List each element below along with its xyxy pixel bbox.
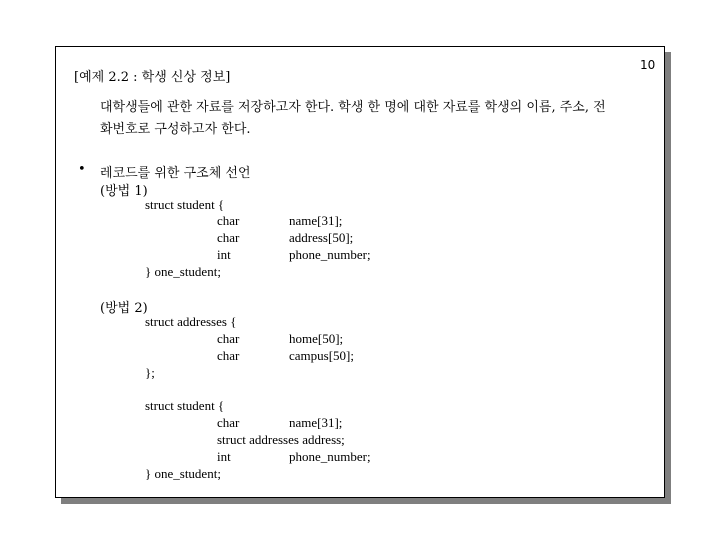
method2-field-name: name[31];	[289, 415, 343, 430]
page-number: 10	[640, 58, 656, 72]
method1-field-type: int	[217, 247, 231, 262]
method1-struct-footer: } one_student;	[145, 264, 221, 279]
method2-field-name: campus[50];	[289, 348, 354, 363]
method2-field-type: int	[217, 449, 231, 464]
method1-label: (방법 1)	[100, 184, 148, 199]
method2-struct2-footer: } one_student;	[145, 466, 221, 481]
method2-field-struct: struct addresses address;	[217, 432, 345, 447]
method1-field-name: phone_number;	[289, 247, 371, 262]
example-title: [예제 2.2 : 학생 신상 정보]	[74, 70, 231, 85]
method1-field-type: char	[217, 213, 240, 228]
method2-struct1-footer: };	[145, 365, 155, 380]
bullet-text: 레코드를 위한 구조체 선언	[100, 166, 251, 181]
method2-field-type: char	[217, 415, 240, 430]
method1-struct-header: struct student {	[145, 197, 225, 212]
method2-struct1-header: struct addresses {	[145, 314, 237, 329]
method2-struct2-header: struct student {	[145, 398, 225, 413]
method2-field-name: phone_number;	[289, 449, 371, 464]
method2-field-type: char	[217, 348, 240, 363]
bullet-icon: •	[78, 162, 86, 177]
method2-field-type: char	[217, 331, 240, 346]
method1-field-name: name[31];	[289, 213, 343, 228]
intro-line-1: 대학생들에 관한 자료를 저장하고자 한다. 학생 한 명에 대한 자료를 학생의 이름, 주소, 전	[100, 100, 606, 115]
method1-field-type: char	[217, 230, 240, 245]
method2-label: (방법 2)	[100, 301, 148, 316]
intro-line-2: 화번호로 구성하고자 한다.	[100, 122, 251, 137]
method1-field-name: address[50];	[289, 230, 354, 245]
method2-field-name: home[50];	[289, 331, 344, 346]
